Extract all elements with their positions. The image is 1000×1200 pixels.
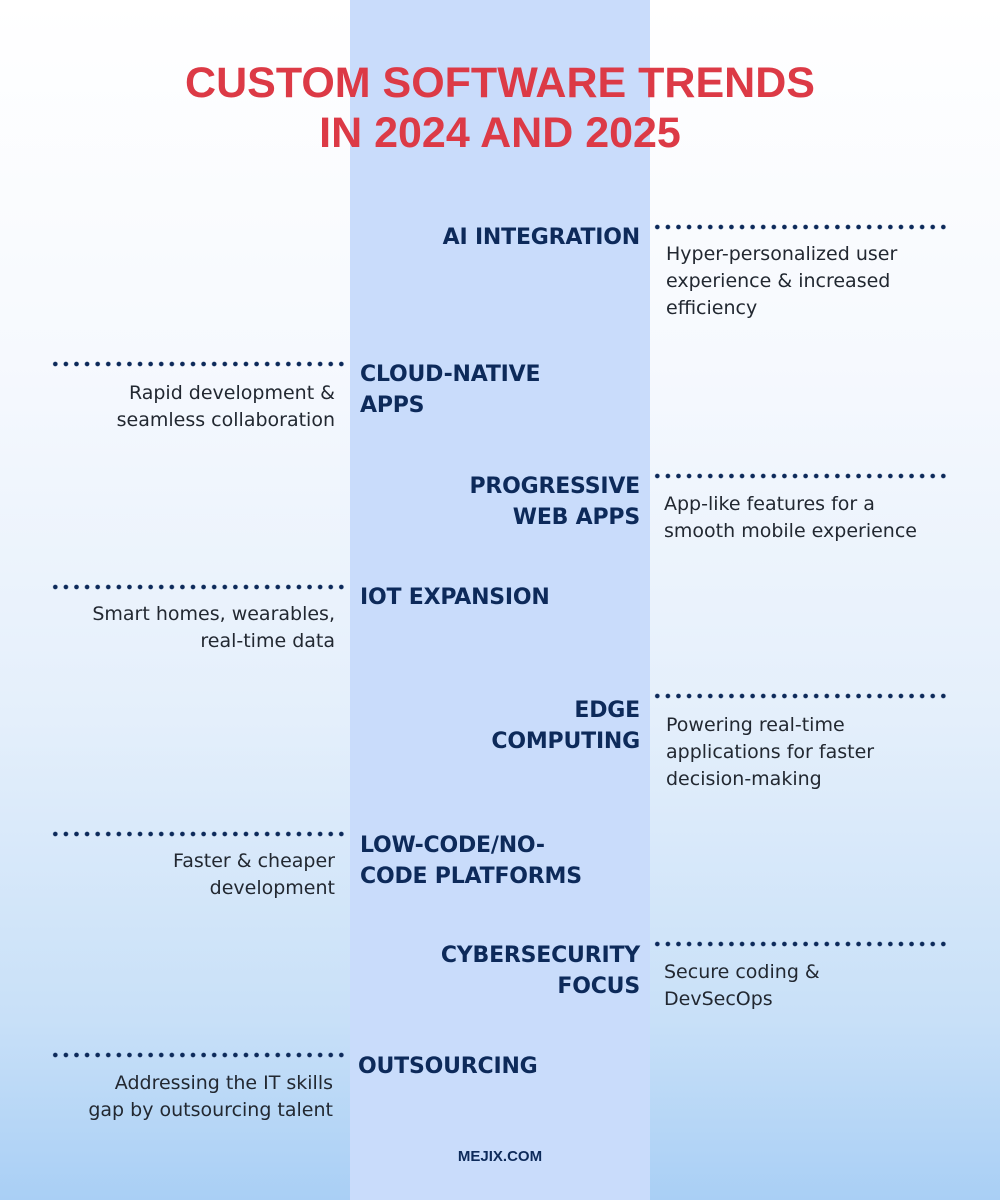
desc-line: development (209, 877, 335, 899)
dotted-connector (50, 584, 345, 590)
trend-label-ai-integration (360, 222, 640, 253)
footer-brand: MEJIX.COM (457, 1148, 543, 1165)
trend-label-outsourcing (358, 1051, 638, 1082)
desc-line: smooth mobile experience (664, 520, 917, 542)
trend-desc-iot-expansion (15, 601, 335, 655)
dotted-connector (50, 1052, 345, 1058)
trend-label-cybersecurity (360, 940, 640, 1002)
desc-line: applications for faster (666, 741, 875, 763)
desc-line: real-time data (200, 630, 335, 652)
trend-desc-low-code (15, 848, 335, 902)
dotted-connector (652, 941, 947, 947)
trend-desc-cloud-native (15, 380, 335, 434)
trend-label-edge-computing (360, 695, 640, 757)
trend-label-cloud-native (360, 359, 640, 421)
title-line-2: IN 2024 AND 2025 (319, 109, 681, 157)
trend-label-progressive-web-apps (360, 471, 640, 533)
dotted-connector (652, 693, 947, 699)
dotted-connector (50, 361, 345, 367)
desc-line: Smart homes, wearables, (92, 603, 335, 625)
label-line: CLOUD-NATIVE (360, 362, 541, 387)
trend-desc-progressive-web-apps (664, 491, 984, 545)
desc-line: decision-making (666, 768, 822, 790)
desc-line: gap by outsourcing talent (88, 1099, 333, 1121)
desc-line: Rapid development & (128, 382, 335, 404)
desc-line: seamless collaboration (116, 409, 335, 431)
desc-line: Addressing the IT skills (114, 1072, 333, 1094)
trend-desc-outsourcing (13, 1070, 333, 1124)
label-line: CYBERSECURITY (440, 943, 640, 968)
label-line: COMPUTING (491, 729, 640, 754)
desc-line: experience & increased (666, 270, 891, 292)
label-line: PROGRESSIVE (469, 474, 640, 499)
title-line-1: CUSTOM SOFTWARE TRENDS (185, 59, 815, 107)
trend-desc-cybersecurity (664, 959, 984, 1013)
label-line: OUTSOURCING (358, 1054, 538, 1079)
label-line: WEB APPS (512, 505, 640, 530)
dotted-connector (652, 473, 947, 479)
desc-line: Faster & cheaper (173, 850, 335, 872)
label-line: EDGE (574, 698, 640, 723)
page-title (0, 58, 1000, 158)
trend-desc-ai-integration (666, 241, 986, 322)
desc-line: DevSecOps (664, 988, 773, 1010)
trend-label-low-code (360, 830, 640, 892)
label-line: IOT EXPANSION (360, 585, 550, 610)
label-line: APPS (360, 393, 425, 418)
desc-line: efficiency (666, 297, 758, 319)
label-line: FOCUS (557, 974, 640, 999)
label-line: AI INTEGRATION (442, 225, 640, 250)
dotted-connector (50, 831, 345, 837)
label-line: CODE PLATFORMS (360, 864, 582, 889)
desc-line: App-like features for a (664, 493, 875, 515)
desc-line: Powering real-time (666, 714, 845, 736)
desc-line: Hyper-personalized user (666, 243, 898, 265)
trend-label-iot-expansion (360, 582, 640, 613)
label-line: LOW-CODE/NO- (360, 833, 545, 858)
trend-desc-edge-computing (666, 712, 986, 793)
desc-line: Secure coding & (664, 961, 820, 983)
dotted-connector (652, 224, 947, 230)
